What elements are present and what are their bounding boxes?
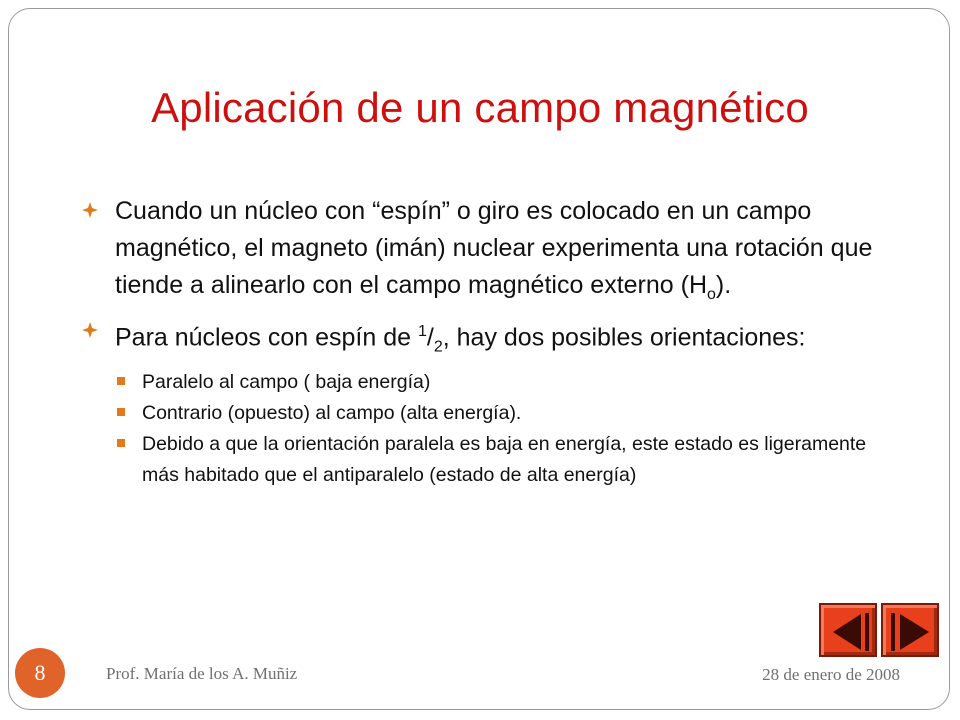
sub-bullet-item [82,398,882,429]
bullet-item [82,193,882,313]
bullet-text: Cuando un núcleo con “espín” o giro es colocado en un campo magnético, el magneto (imán) nuclear experimenta una rotación que tiende a alinearlo con el campo magnético externo (H [115,197,873,299]
slide-navigation [819,603,943,657]
bullet-item [82,313,882,365]
page-number-badge: 8 [15,648,65,698]
next-slide-button[interactable] [881,603,939,657]
square-bullet-icon [117,408,125,416]
fraction-numerator: 1 [417,323,427,340]
slide-content [82,193,882,491]
date-label: 28 de enero de 2008 [762,665,900,684]
bullet-text-end: , hay dos posibles orientaciones: [442,323,806,352]
sub-bullet-text: Debido a que la orientación paralela es baja en energía, este estado es ligeramente más habitado que el antiparalelo (estado de alta energía) [142,433,867,487]
bullet-text: Para núcleos con espín de [115,323,418,352]
author-label: Prof. María de los A. Muñiz [106,664,298,683]
diamond-bullet-icon [82,202,98,218]
triangle-left-icon [821,605,879,659]
square-bullet-icon [117,439,125,447]
slide-title: Aplicación de un campo magnético [151,84,809,131]
diamond-bullet-icon [82,322,98,338]
previous-slide-button[interactable] [819,603,877,657]
fraction-denominator: 2 [433,338,443,356]
bullet-subscript: o [707,286,716,303]
fraction-slash: / [426,323,434,352]
sub-bullet-item [82,429,882,491]
sub-bullet-list [82,367,882,491]
square-bullet-icon [117,377,125,385]
sub-bullet-text: Paralelo al campo ( baja energía) [142,371,431,394]
bullet-text-end: ). [715,271,732,299]
sub-bullet-item [82,367,882,398]
triangle-right-icon [883,605,941,659]
sub-bullet-text: Contrario (opuesto) al campo (alta energía). [142,402,522,425]
